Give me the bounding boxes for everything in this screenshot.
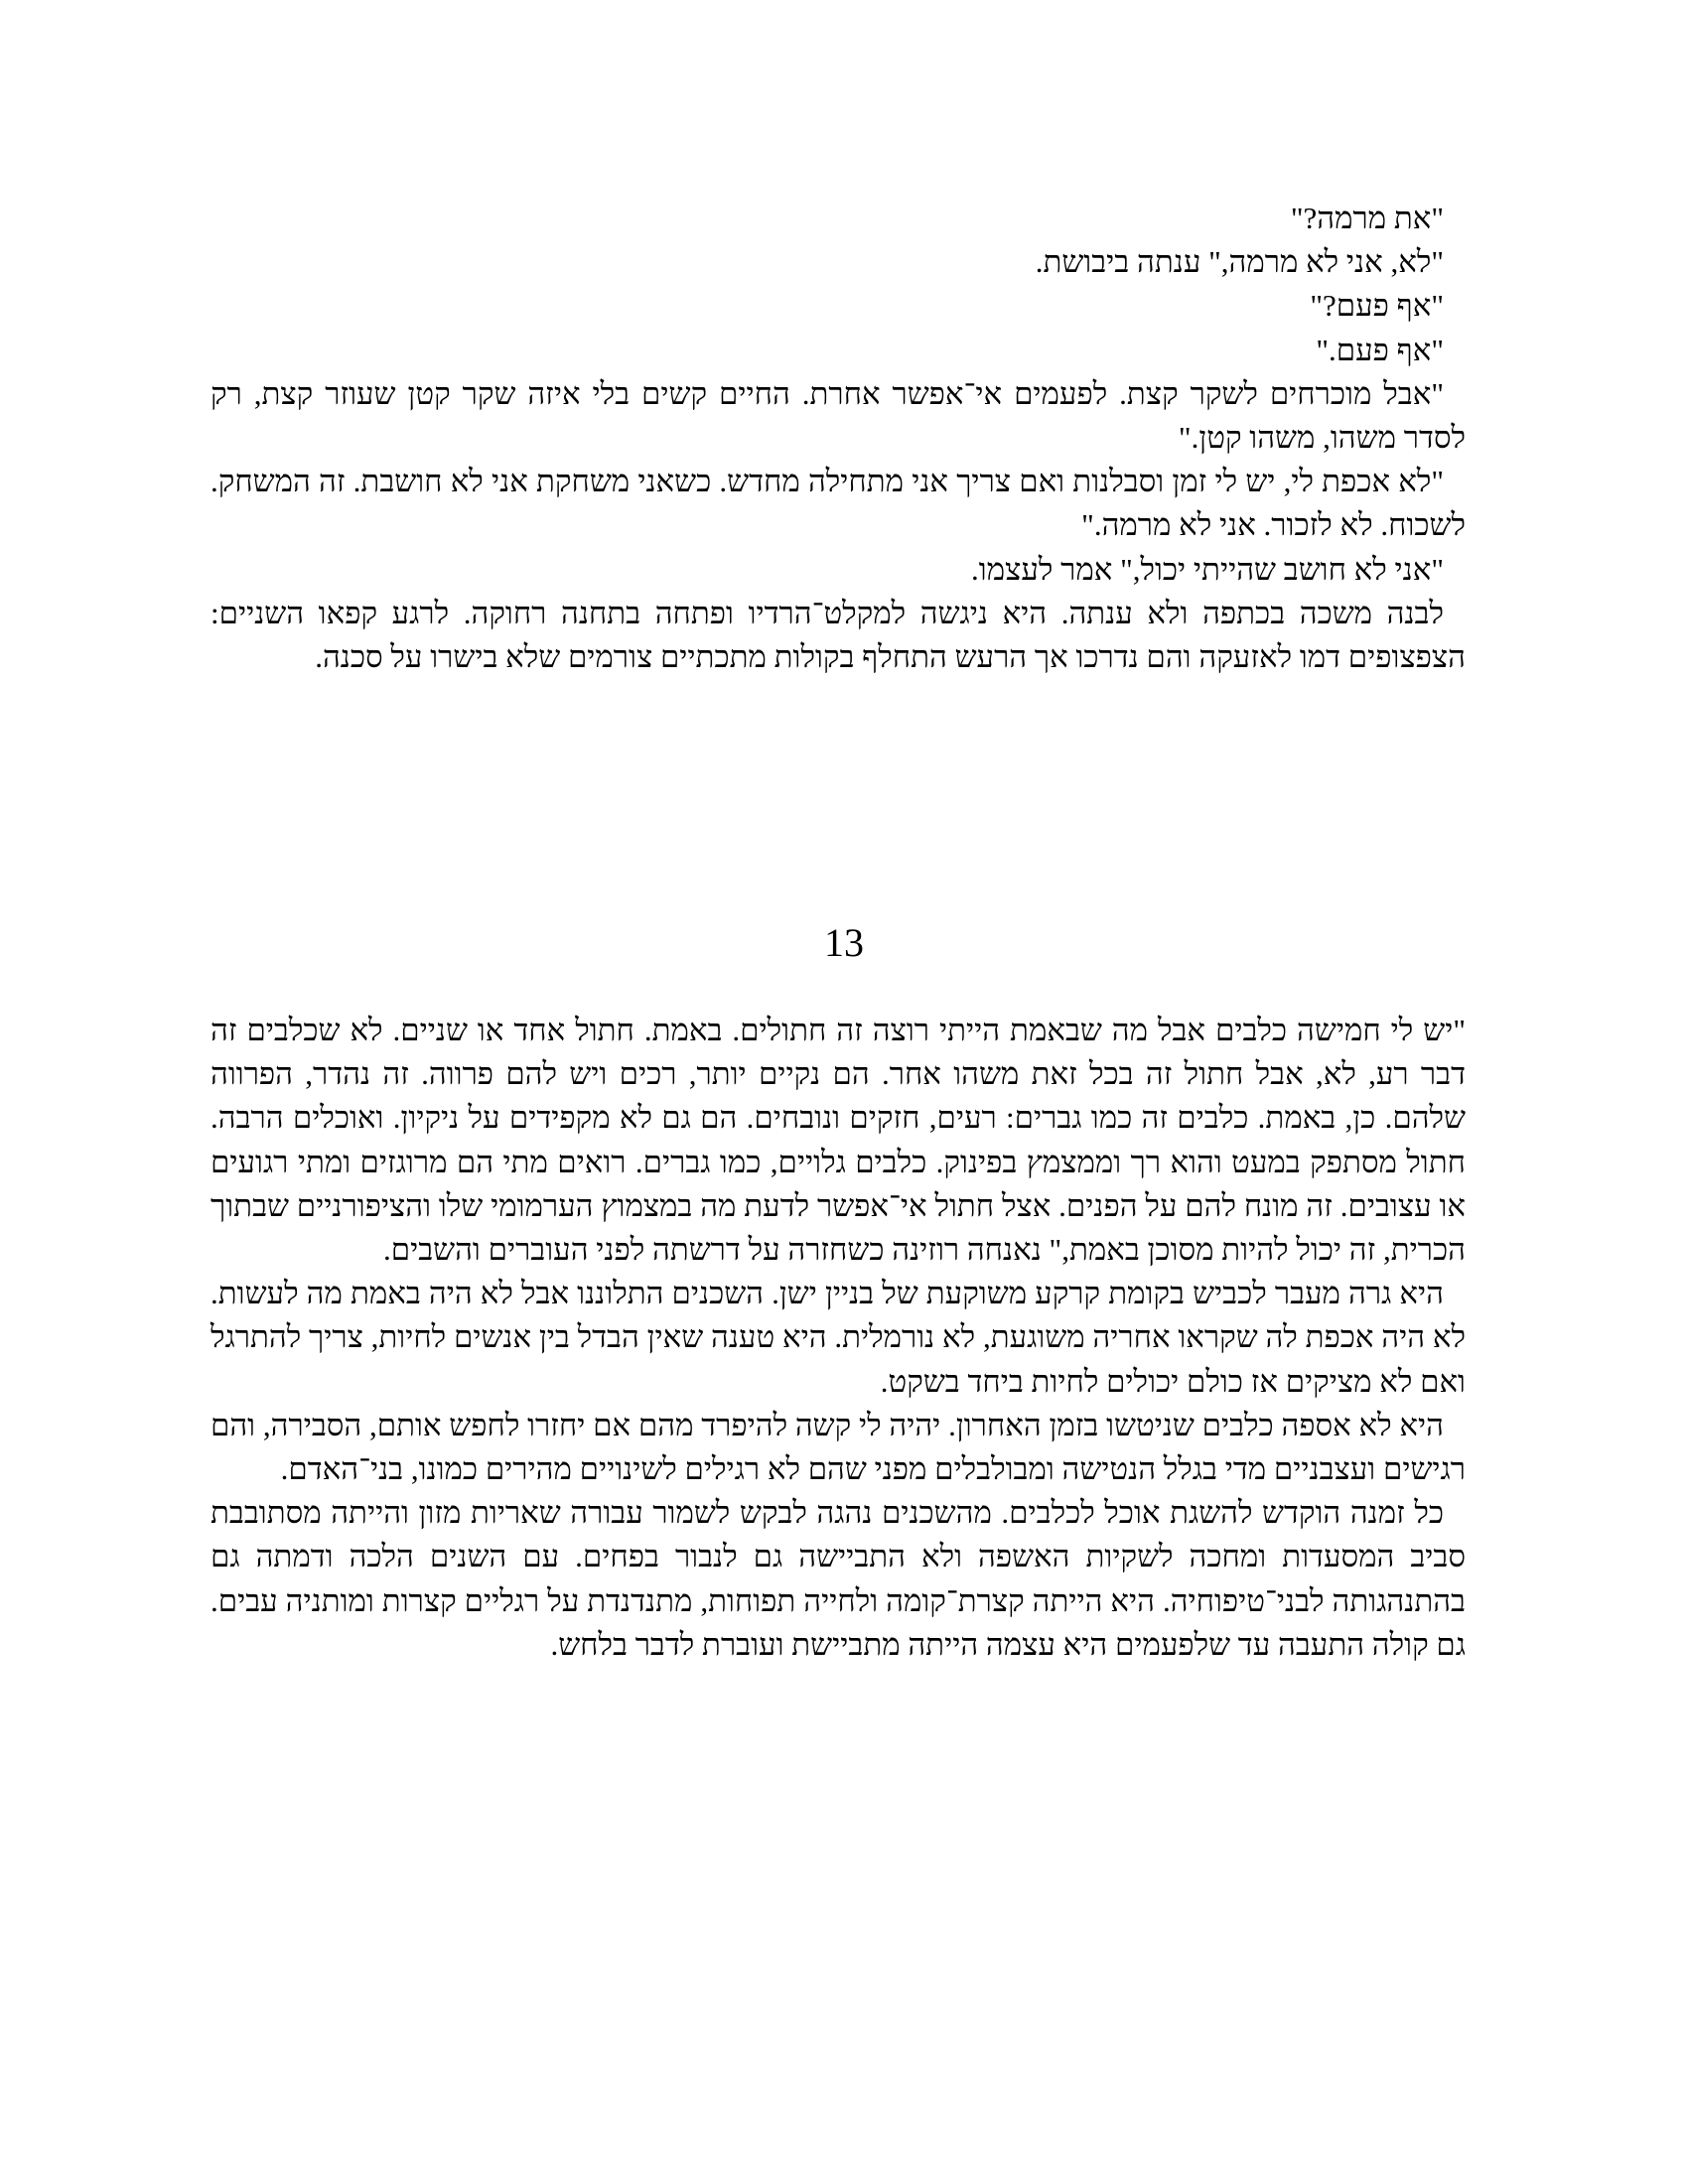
narrative-paragraph: לבנה משכה בכתפה ולא ענתה. היא ניגשה למקלט־הרדיו ופתחה בתחנה רחוקה. לרגע קפאו השניים: הצפצופים דמו לאזעקה והם נדרכו אך הרעש התחלף בקולות מתכתיים צורמים שלא בישרו על סכנה. <box>211 595 1466 675</box>
dialogue-line: "את מרמה?" <box>1290 201 1444 235</box>
dialogue-line: "לא אכפת לי, יש לי זמן וסבלנות ואם צריך אני מתחילה מחדש. כשאני משחקת אני לא חושבת. זה המשחק. לשכוח. לא לזכור. אני לא מרמה." <box>211 464 1466 543</box>
narrative-paragraph: כל זמנה הוקדש להשגת אוכל לכלבים. מהשכנים נהגה לבקש לשמור עבורה שאריות מזון והייתה מסתובבת סביב המסעדות ומחכה לשקיות האשפה ולא התביישה גם לנבור בפחים. עם השנים הלכה ודמתה גם בהתנהגותה לבני־טיפוחיה. היא הייתה קצרת־קומה ולחייה תפוחות, מתנדנדת על רגליים קצרות ומותניה עבים. גם קולה התעבה עד שלפעמים היא עצמה הייתה מתביישת ועוברת לדבר בלחש. <box>211 1495 1466 1662</box>
top-text-section <box>211 197 1466 679</box>
narrative-paragraph: היא גרה מעבר לכביש בקומת קרקע משוקעת של בניין ישן. השכנים התלוננו אבל לא היה באמת מה לעשות. לא היה אכפת לה שקראו אחריה משוגעת, לא נורמלית. היא טענה שאין הבדל בין אנשים לחיות, צריך להתרגל ואם לא מציקים אז כולם יכולים לחיות ביחד בשקט. <box>211 1276 1466 1399</box>
dialogue-line: "אף פעם?" <box>1310 288 1444 324</box>
dialogue-line: "לא, אני לא מרמה," ענתה ביבושת. <box>1035 244 1444 280</box>
dialogue-line: "אף פעם." <box>1316 332 1444 367</box>
dialogue-line: "אבל מוכרחים לשקר קצת. לפעמים אי־אפשר אחרת. החיים קשים בלי איזה שקר קטן שעוזר קצת, רק לסדר משהו, משהו קטן." <box>211 375 1466 456</box>
narrative-paragraph: היא לא אספה כלבים שניטשו בזמן האחרון. יהיה לי קשה להיפרד מהם אם יחזרו לחפש אותם, הסבירה, והם רגישים ועצבניים מדי בגלל הנטישה ומבולבלים מפני שהם לא רגילים לשינויים מהירים כמונו, בני־האדם. <box>211 1407 1466 1487</box>
bottom-text-section <box>211 1009 1466 1667</box>
chapter-number: 13 <box>824 920 864 965</box>
narrative-paragraph: "יש לי חמישה כלבים אבל מה שבאמת הייתי רוצה זה חתולים. באמת. חתול אחד או שניים. לא שכלבים זה דבר רע, לא, אבל חתול זה בכל זאת משהו אחר. הם נקיים יותר, רכים ויש להם פרווה. זה נהדר, הפרווה שלהם. כן, באמת. כלבים זה כמו גברים: רעים, חזקים ונובחים. הם גם לא מקפידים על ניקיון. ואוכלים הרבה. חתול מסתפק במעט והוא רך וממצמץ בפינוק. כלבים גלויים, כמו גברים. רואים מתי הם מרוגזים ומתי רגועים או עצובים. זה מונח להם על הפנים. אצל חתול אי־אפשר לדעת מה במצמוץ הערמומי שלו והציפורניים שבתוך הכרית, זה יכול להיות מסוכן באמת," נאנחה רוזינה כשחזרה על דרשתה לפני העוברים והשבים. <box>211 1013 1466 1268</box>
dialogue-line: "אני לא חושב שהייתי יכול," אמר לעצמו. <box>971 551 1444 587</box>
